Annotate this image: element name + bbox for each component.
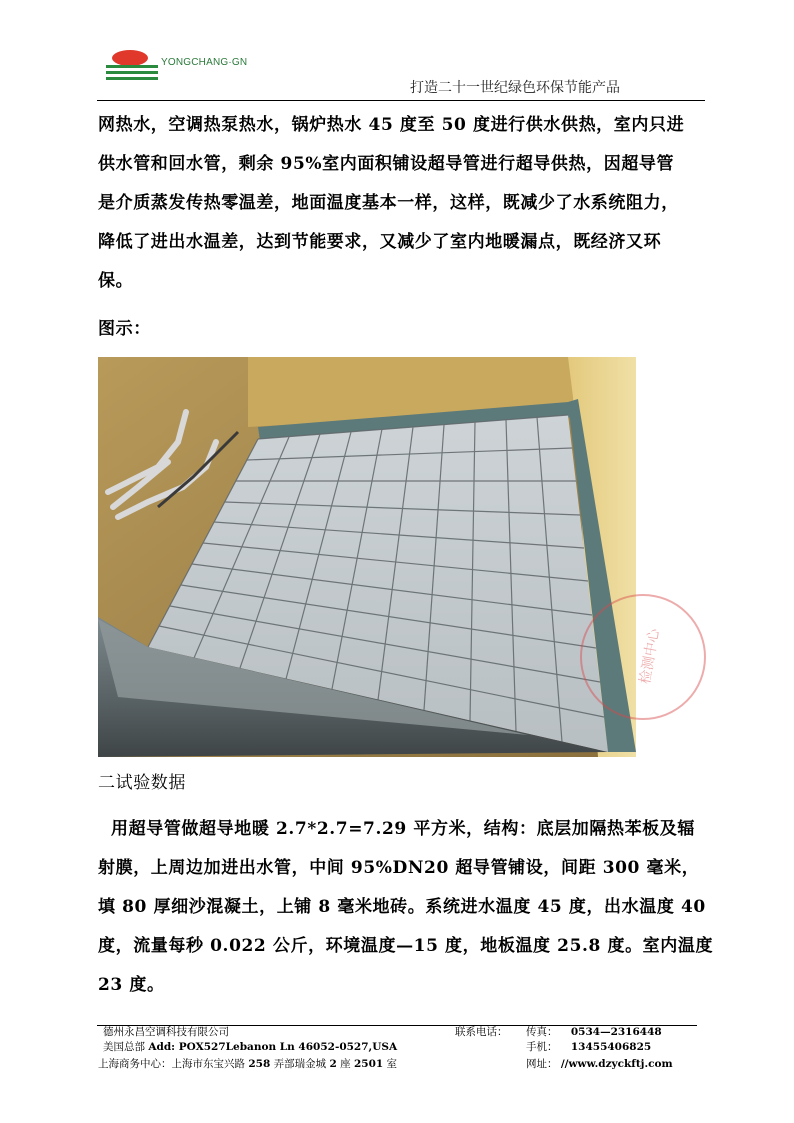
contact-label: 联系电话： <box>455 1026 508 1038</box>
header-divider <box>97 100 705 101</box>
mobile-number: 13455406825 <box>570 1041 652 1053</box>
intro-line: 网热水，空调热泵热水，锅炉热水 45 度至 50 度进行供水供热，室内只进 <box>98 115 685 135</box>
mobile-line <box>526 1039 651 1054</box>
data-line: 填 80 厚细沙混凝土，上铺 8 毫米地砖。系统进水温度 45 度，出水温度 40 <box>98 897 706 917</box>
us-hq-address: Add: POX527Lebanon Ln 46052-0527,USA <box>148 1041 398 1053</box>
shanghai-label: 上海商务中心：上海市东宝兴路 <box>98 1058 245 1070</box>
shanghai-building-suffix: 座 <box>340 1058 351 1070</box>
section-title <box>98 764 718 803</box>
figure-label <box>98 310 718 349</box>
web-url[interactable]: //www.dzyckftj.com <box>560 1058 673 1070</box>
footer-company: 德州永昌空调科技有限公司 <box>103 1026 229 1038</box>
intro-line: 降低了进出水温差，达到节能要求，又减少了室内地暖漏点，既经济又环 <box>98 232 662 252</box>
intro-paragraph <box>98 106 718 301</box>
us-hq-label: 美国总部 <box>103 1041 145 1053</box>
logo-wave-2 <box>106 71 158 74</box>
data-line: 用超导管做超导地暖 2.7*2.7=7.29 平方米，结构：底层加隔热苯板及辐 <box>98 819 695 839</box>
shanghai-number: 258 <box>248 1058 271 1070</box>
web-line <box>526 1056 673 1071</box>
section-title-text: 二试验数据 <box>98 773 186 793</box>
web-label: 网址： <box>526 1058 558 1070</box>
mobile-label: 手机： <box>526 1041 558 1053</box>
floor-tile-photo <box>98 357 663 757</box>
shanghai-room-suffix: 室 <box>386 1058 398 1070</box>
intro-line: 供水管和回水管，剩余 95%室内面积铺设超导管进行超导供热，因超导管 <box>98 154 675 174</box>
company-logo <box>103 48 253 88</box>
fax-line <box>526 1024 662 1039</box>
shanghai-building: 2 <box>329 1058 337 1070</box>
footer-us-hq <box>103 1039 397 1054</box>
test-data-paragraph <box>98 810 718 1005</box>
footer-shanghai <box>98 1056 397 1071</box>
data-line: 射膜，上周边加进出水管，中间 95%DN20 超导管铺设，间距 300 毫米， <box>98 858 700 878</box>
logo-sun-shape <box>112 50 148 66</box>
logo-wave-3 <box>106 77 158 80</box>
logo-text: YONGCHANG·GN <box>161 57 248 68</box>
stamp-text: 检测中心 <box>637 627 663 686</box>
data-line: 度，流量每秒 0.022 公斤，环境温度—15 度，地板温度 25.8 度。室内温度 <box>98 936 714 956</box>
shanghai-room: 2501 <box>353 1058 384 1070</box>
fax-label: 传真： <box>526 1026 558 1038</box>
figure-label-text: 图示： <box>98 319 151 339</box>
shanghai-rest: 弄部瑞金城 <box>273 1058 327 1070</box>
intro-line: 保。 <box>98 271 134 291</box>
data-line: 23 度。 <box>98 975 165 995</box>
intro-line: 是介质蒸发传热零温差，地面温度基本一样，这样，既减少了水系统阻力， <box>98 193 679 213</box>
fax-number: 0534—2316448 <box>570 1026 662 1038</box>
logo-wave-1 <box>106 65 158 68</box>
header-slogan: 打造二十一世纪绿色环保节能产品 <box>410 80 620 96</box>
